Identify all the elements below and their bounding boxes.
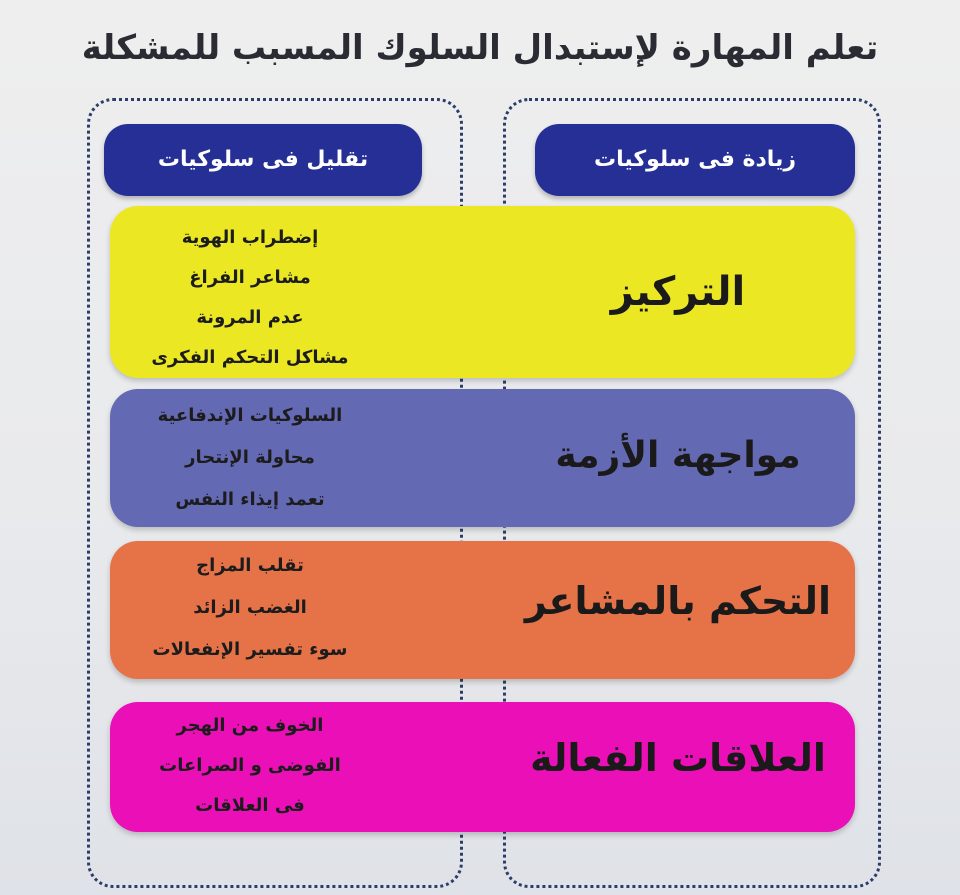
decrease-behaviors-header: تقليل فى سلوكيات [104,124,422,196]
behavior-list [130,395,370,521]
skill-title: التركيز [610,269,746,315]
behavior-item: فى العلاقات [195,795,305,816]
behavior-item: الغضب الزائد [193,597,307,618]
behavior-list [130,706,370,826]
behavior-item: الفوضى و الصراعات [159,755,341,776]
behavior-item: تعمد إيذاء النفس [175,489,325,510]
page-title: تعلم المهارة لإستبدال السلوك المسبب للمشكلة [81,28,879,68]
skill-band-crisis [110,389,855,527]
skill-band-focus [110,206,855,378]
skill-title: العلاقات الفعالة [530,736,826,780]
behavior-item: مشاعر الفراغ [189,267,311,288]
skill-title: التحكم بالمشاعر [524,579,832,623]
behavior-item: مشاكل التحكم الفكرى [151,347,349,368]
behavior-item: الخوف من الهجر [176,715,324,736]
skill-band-emotion [110,541,855,679]
behavior-item: إضطراب الهوية [181,227,319,248]
skill-title: مواجهة الأزمة [555,435,801,476]
behavior-item: تقلب المزاج [196,555,304,576]
behavior-list [130,545,370,671]
behavior-item: محاولة الإنتحار [185,447,315,468]
increase-behaviors-header: زيادة فى سلوكيات [535,124,855,196]
behavior-list [130,218,370,378]
behavior-item: عدم المرونة [196,307,304,328]
skill-band-relationships [110,702,855,832]
behavior-item: سوء تفسير الإنفعالات [152,639,348,660]
behavior-item: السلوكيات الإندفاعية [157,405,343,426]
